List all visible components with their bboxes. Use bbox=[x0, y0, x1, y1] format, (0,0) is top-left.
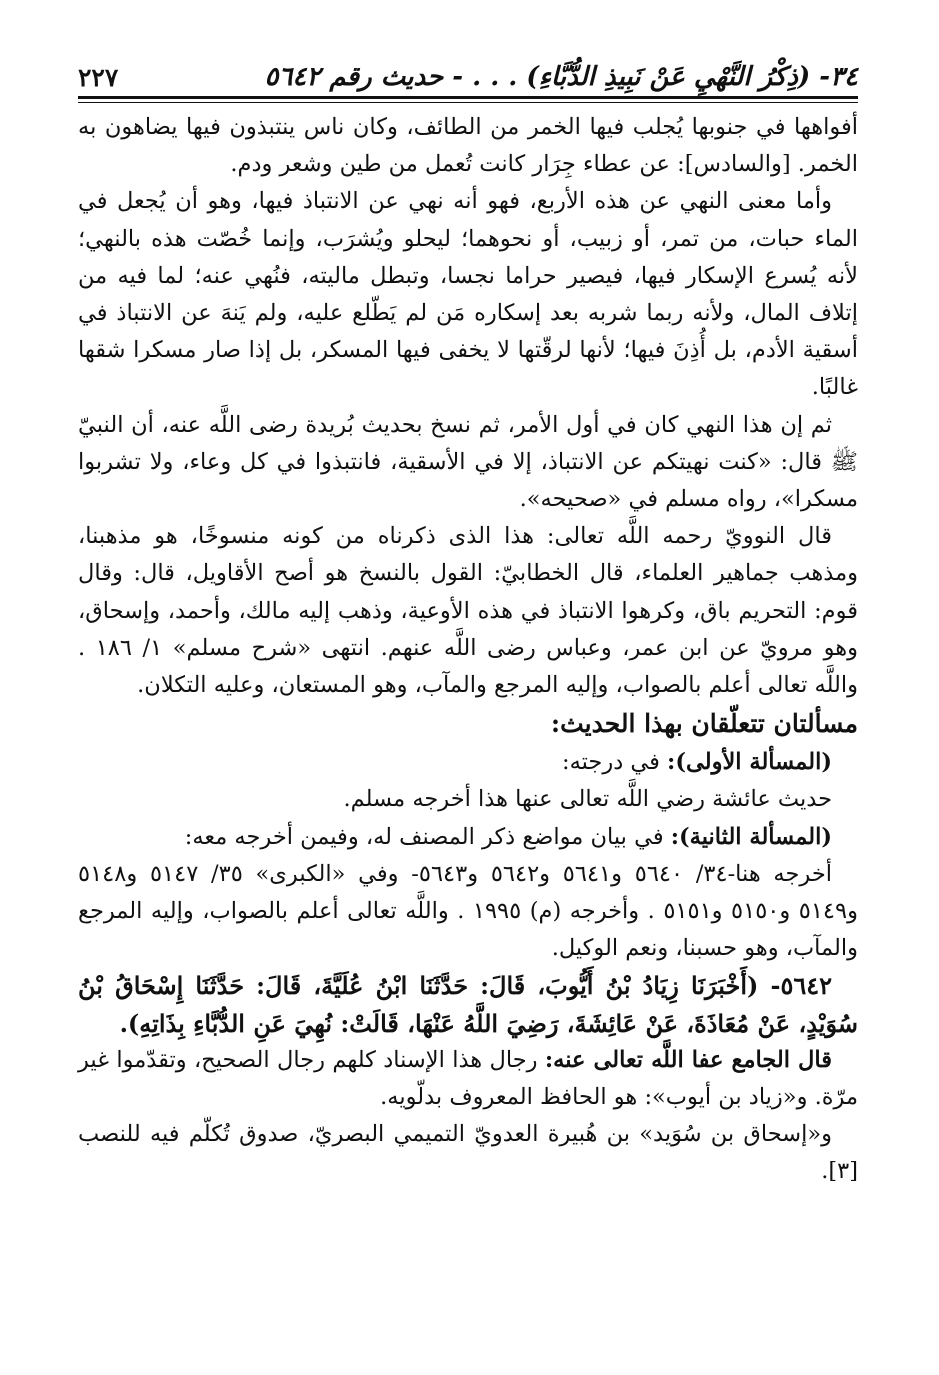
paragraph: قال النوويّ رحمه اللَّه تعالى: هذا الذى ذكرناه من كونه منسوخًا، هو مذهبنا، ومذهب جماهير العلماء، قال الخطابيّ: القول بالنسخ هو أصح الأقاويل، قال: وقال قوم: التحريم باق، وكرهوا الانتباذ في هذه الأوعية، وذهب إليه مالك، وأحمد، وإسحاق، وهو مرويّ عن ابن عمر، وعباس رضى اللَّه عنهم. انتهى «شرح مسلم» ١/ ١٨٦ . واللَّه تعالى أعلم بالصواب، وإليه المرجع والمآب، وهو المستعان، وعليه التكلان. bbox=[78, 523, 859, 699]
paragraph: وأما معنى النهي عن هذه الأربع، فهو أنه نهي عن الانتباذ فيها، وهو أن يُجعل في الماء حبات، من تمر، أو زبيب، أو نحوهما؛ ليحلو ويُشرَب، وإنما خُصّت هذه بالنهي؛ لأنه يُسرع الإسكار فيها، فيصير حراما نجسا، وتبطل ماليته، فنُهي عنه؛ لما فيه من إتلاف المال، ولأنه ربما شربه بعد إسكاره مَن لم يَطّلع عليه، ولم يَنهَ عن الانتباذ في أسقية الأدم، بل أُذِنَ فيها؛ لأنها لرقّتها لا يخفى فيها المسكر، بل إذا صار مسكرا شقها غالبًا. bbox=[78, 188, 858, 401]
issue-two-detail: أخرجه هنا-٣٤/ ٥٦٤٠ و٥٦٤١ و٥٦٤٢ و٥٦٤٣- وفي «الكبرى» ٣٥/ ٥١٤٧ و٥١٤٨ و٥١٤٩ و٥١٥٠ و٥١٥١ . وأخرجه (م) ١٩٩٥ . واللَّه تعالى أعلم بالصواب، وإليه المرجع والمآب، وهو حسبنا، ونعم الوكيل. bbox=[78, 860, 858, 962]
issue-two bbox=[78, 819, 858, 856]
page-body bbox=[78, 109, 858, 1191]
last-paragraph: و«إسحاق بن سُوَيد» بن هُبيرة العدويّ التميمي البصريّ، صدوق تُكلّم فيه للنصب [٣]. bbox=[78, 1121, 858, 1185]
commentary-lead: قال الجامع عفا اللَّه تعالى عنه: bbox=[544, 1046, 832, 1073]
issue-two-text: في بيان مواضع ذكر المصنف له، وفيمن أخرجه معه: bbox=[184, 823, 671, 850]
running-title: ٣٤- (ذِكْرُ النَّهْيِ عَنْ نَبِيذِ الدُّبَّاءِ) . . . - حديث رقم ٥٦٤٢ bbox=[264, 62, 858, 92]
paragraph: أفواهها في جنوبها يُجلب فيها الخمر من الطائف، وكان ناس ينتبذون فيها يضاهون به الخمر. [والسادس]: عن عطاء جِرَار كانت تُعمل من طين وشعر ودم. bbox=[78, 114, 858, 178]
page-header bbox=[78, 50, 858, 92]
paragraph: ثم إن هذا النهي كان في أول الأمر، ثم نسخ بحديث بُريدة رضى اللَّه عنه، أن النبيّ ﷺ قال: «كنت نهيتكم عن الانتباذ، إلا في الأسقية، فانتبذوا في كل وعاء، ولا تشربوا مسكرا»، رواه مسلم في «صحيحه». bbox=[78, 411, 858, 513]
hadith-text: ٥٦٤٢- (أَخْبَرَنَا زِيَادُ بْنُ أَيُّوبَ، قَالَ: حَدَّثَنَا ابْنُ عُلَيَّةَ، قَالَ: حَدَّثَنَا إِسْحَاقُ بْنُ سُوَيْدٍ، عَنْ مُعَاذَةَ، عَنْ عَائِشَةَ، رَضِيَ اللَّهُ عَنْهَا، قَالَتْ: نُهِيَ عَنِ الدُّبَّاءِ بِذَاتِهِ). bbox=[78, 971, 858, 1038]
commentary-text: رجال هذا الإسناد كلهم رجال الصحيح، وتقدّموا غير مرّة. و«زياد بن أيوب»: هو الحافظ المعروف بدلّويه. bbox=[78, 1046, 858, 1111]
issue-two-label: (المسألة الثانية): bbox=[670, 823, 832, 850]
header-rule-thick bbox=[78, 96, 858, 99]
issue-one-detail: حديث عائشة رضي اللَّه تعالى عنها هذا أخرجه مسلم. bbox=[343, 786, 832, 813]
commentary bbox=[78, 1042, 858, 1116]
issue-one-label: (المسألة الأولى): bbox=[667, 749, 832, 776]
issue-one-text: في درجته: bbox=[562, 749, 668, 776]
page-number: ٢٢٧ bbox=[78, 63, 119, 92]
header-rule bbox=[78, 96, 858, 103]
page bbox=[78, 50, 858, 1191]
section-heading: مسألتان تتعلّقان بهذا الحديث: bbox=[550, 709, 858, 739]
header-rule-thin bbox=[78, 102, 858, 103]
issue-one bbox=[78, 744, 858, 781]
